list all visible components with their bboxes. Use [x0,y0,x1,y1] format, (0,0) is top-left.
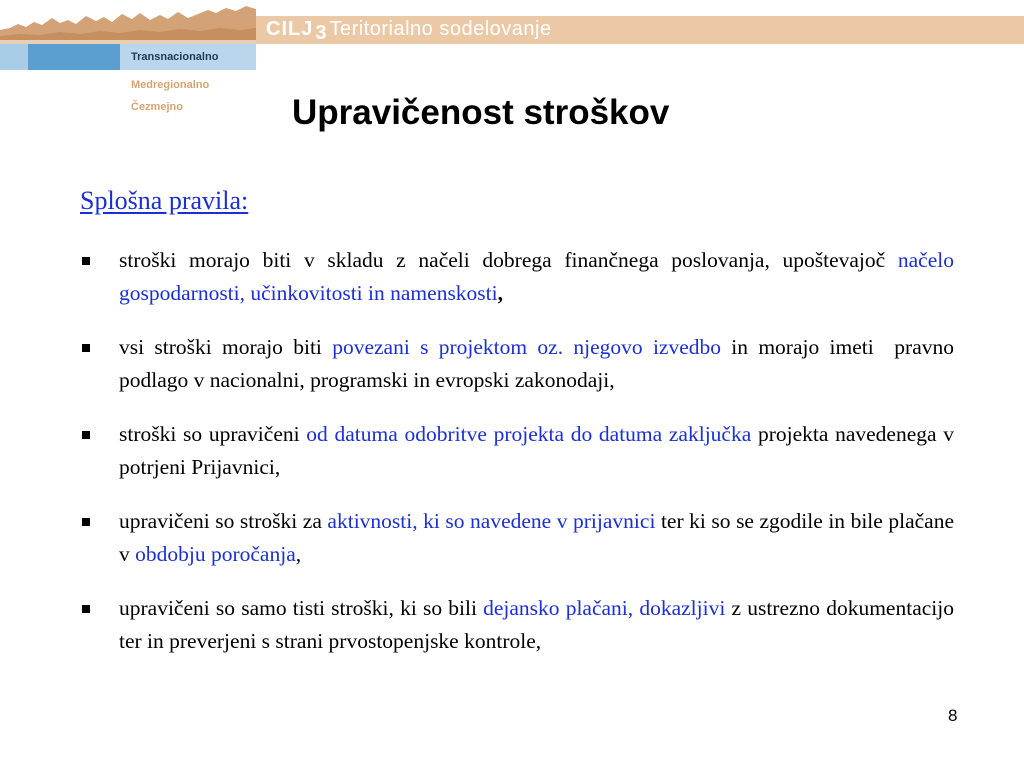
nav-label-transnational: Transnacionalno [131,51,219,63]
bullet-text: ter ki so se zgodile in bile plačane v [119,509,955,566]
program-number: 3 [315,22,327,44]
bullet-text: projekta navedenega v potrjeni Prijavnici, [119,422,954,479]
bullet-text: , [497,281,503,305]
bullet-marker-icon [82,257,90,265]
bullet-marker-icon [82,605,90,613]
banner-landscape [0,0,256,44]
program-banner-title [266,18,552,44]
bullet-text: upravičeni so stroški za [119,509,328,533]
bullet-marker-icon [82,344,90,352]
slide-title: Upravičenost stroškov [292,93,670,132]
page-number: 8 [948,706,958,725]
nav-label-crossborder: Čezmejno [131,101,183,113]
bullet-marker-icon [82,518,90,526]
bullet-text: upravičeni so samo tisti stroški, ki so bili [119,596,484,620]
bullet-text: stroški morajo biti v skladu z načeli dobrega finančnega poslovanja, upoštevajoč [119,248,898,272]
nav-strip-segment [28,44,120,70]
program-name: CILJ [266,18,314,40]
landscape-graphic [0,0,256,44]
bullet-marker-icon [82,431,90,439]
bullet-highlight: dejansko plačani, dokazljivi [483,596,726,620]
bullet-item [80,418,954,484]
bullet-highlight: od datuma odobritve projekta do datuma zaključka [306,422,752,446]
bullet-text: stroški so upravičeni [119,422,307,446]
bullet-highlight: načelo gospodarnosti, učinkovitosti in namenskosti [119,248,954,305]
bullet-item [80,505,954,571]
bullet-text: , [295,542,302,566]
bullet-text: vsi stroški morajo biti [119,335,333,359]
bullet-text: z ustrezno dokumentacijo ter in preverjeni s strani prvostopenjske kontrole, [119,596,954,653]
bullet-highlight: povezani s projektom oz. njegovo izvedbo [332,335,721,359]
bullet-item [80,244,954,310]
bullet-highlight: obdobju poročanja [135,542,296,566]
bullet-highlight: aktivnosti, ki so navedene v prijavnici [327,509,656,533]
program-subtitle: Teritorialno sodelovanje [329,18,552,40]
nav-strip-segment [0,44,28,70]
nav-label-interregional: Medregionalno [131,79,210,91]
bullet-item [80,592,954,658]
bullet-item [80,331,960,397]
subheading: Splošna pravila: [80,186,249,215]
bullet-text: in morajo imeti pravno podlago v nacionalni, programski in evropski zakonodaji, [119,335,960,392]
bullet-list [80,244,960,679]
